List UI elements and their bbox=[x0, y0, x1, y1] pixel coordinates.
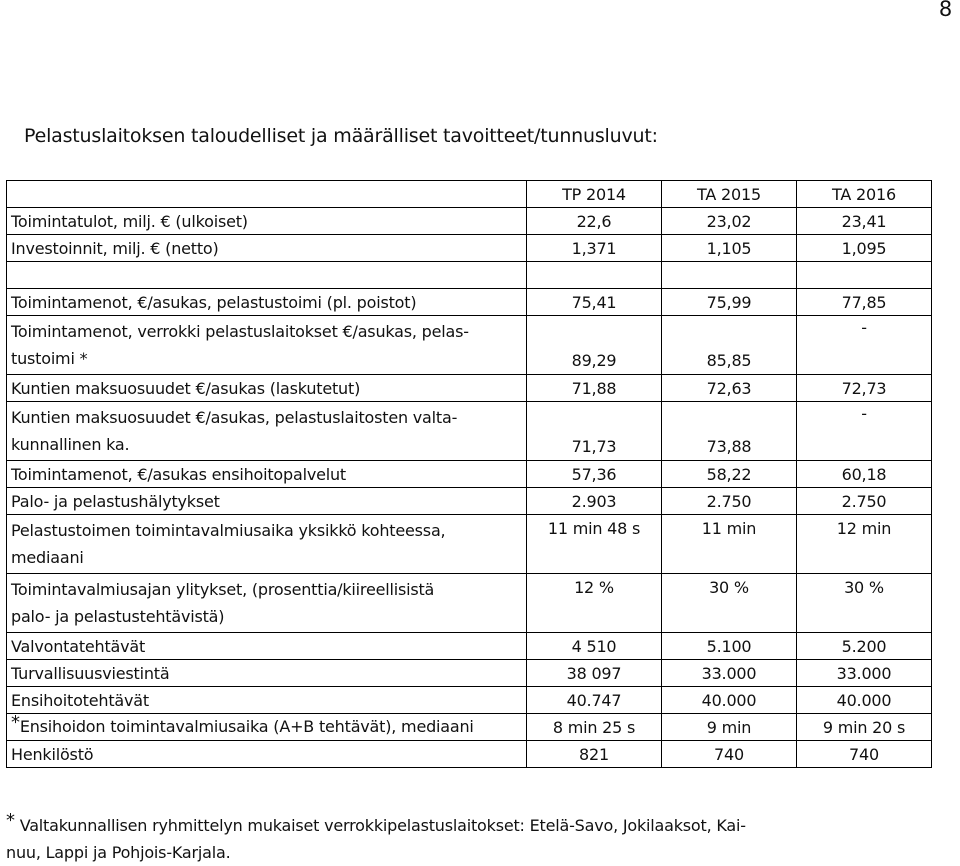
table-row bbox=[7, 402, 932, 461]
cell-value: 2.903 bbox=[527, 488, 662, 515]
table-row bbox=[7, 660, 932, 687]
table-row bbox=[7, 289, 932, 316]
row-label: Palo- ja pelastushälytykset bbox=[7, 488, 527, 515]
footnote-text: Valtakunnallisen ryhmittelyn mukaiset verrokkipelastuslaitokset: Etelä-Savo, Jokilaaksot, Kai- bbox=[19, 816, 746, 835]
table-row bbox=[7, 461, 932, 488]
cell-value: 2.750 bbox=[797, 488, 932, 515]
cell-value: 72,73 bbox=[797, 375, 932, 402]
table-row bbox=[7, 687, 932, 714]
row-label: Toimintatulot, milj. € (ulkoiset) bbox=[7, 208, 527, 235]
cell-value: 72,63 bbox=[662, 375, 797, 402]
cell-value: 33.000 bbox=[662, 660, 797, 687]
cell-value: 5.100 bbox=[662, 633, 797, 660]
row-label: Valvontatehtävät bbox=[7, 633, 527, 660]
cell-value: 12 % bbox=[527, 574, 662, 633]
cell-value: 58,22 bbox=[662, 461, 797, 488]
table-row bbox=[7, 316, 932, 375]
row-label bbox=[7, 574, 527, 633]
table-row bbox=[7, 488, 932, 515]
page-number: 8 bbox=[938, 0, 952, 21]
cell-value: 5.200 bbox=[797, 633, 932, 660]
cell-value: 1,371 bbox=[527, 235, 662, 262]
row-label: Henkilöstö bbox=[7, 741, 527, 768]
row-label-line: mediaani bbox=[11, 548, 84, 567]
column-header-tp2014: TP 2014 bbox=[527, 181, 662, 208]
spacer-row bbox=[7, 262, 932, 289]
row-label: Turvallisuusviestintä bbox=[7, 660, 527, 687]
footnote-line bbox=[6, 812, 906, 839]
spacer-cell bbox=[7, 262, 527, 289]
cell-value: 821 bbox=[527, 741, 662, 768]
spacer-cell bbox=[797, 262, 932, 289]
cell-value: 38 097 bbox=[527, 660, 662, 687]
row-label-line: palo- ja pelastustehtävistä) bbox=[11, 607, 225, 626]
cell-value: 23,02 bbox=[662, 208, 797, 235]
cell-value: 12 min bbox=[797, 515, 932, 574]
row-label-line: Pelastustoimen toimintavalmiusaika yksikkö kohteessa, bbox=[11, 521, 446, 540]
cell-value: 740 bbox=[662, 741, 797, 768]
cell-value: 73,88 bbox=[662, 402, 797, 461]
row-label bbox=[7, 316, 527, 375]
cell-value: 1,105 bbox=[662, 235, 797, 262]
column-header-ta2015: TA 2015 bbox=[662, 181, 797, 208]
cell-value: 30 % bbox=[662, 574, 797, 633]
cell-value: 77,85 bbox=[797, 289, 932, 316]
row-label: Ensihoidon toimintavalmiusaika (A+B tehtävät), mediaani bbox=[19, 716, 474, 736]
cell-value: 23,41 bbox=[797, 208, 932, 235]
footnote-line: nuu, Lappi ja Pohjois-Karjala. bbox=[6, 843, 231, 862]
cell-value: 11 min bbox=[662, 515, 797, 574]
cell-value: - bbox=[797, 316, 932, 375]
row-label-line: Toimintavalmiusajan ylitykset, (prosenttia/kiireellisistä bbox=[11, 580, 435, 599]
cell-value: 4 510 bbox=[527, 633, 662, 660]
asterisk-marker: * bbox=[6, 810, 15, 831]
table-row bbox=[7, 714, 932, 741]
table-row bbox=[7, 515, 932, 574]
row-label bbox=[7, 402, 527, 461]
asterisk-marker: * bbox=[11, 711, 20, 733]
section-title: Pelastuslaitoksen taloudelliset ja määrälliset tavoitteet/tunnusluvut: bbox=[24, 125, 658, 147]
indicators-table bbox=[6, 180, 932, 768]
spacer-cell bbox=[527, 262, 662, 289]
cell-value: - bbox=[797, 402, 932, 461]
row-label-line: kunnallinen ka. bbox=[11, 435, 130, 454]
cell-value: 75,99 bbox=[662, 289, 797, 316]
cell-value: 40.747 bbox=[527, 687, 662, 714]
row-label: Investoinnit, milj. € (netto) bbox=[7, 235, 527, 262]
cell-value: 71,73 bbox=[527, 402, 662, 461]
table-row bbox=[7, 741, 932, 768]
cell-value: 22,6 bbox=[527, 208, 662, 235]
cell-value: 30 % bbox=[797, 574, 932, 633]
table-header-row bbox=[7, 181, 932, 208]
row-label-line: tustoimi * bbox=[11, 349, 88, 368]
header-label-cell bbox=[7, 181, 527, 208]
cell-value: 75,41 bbox=[527, 289, 662, 316]
cell-value: 740 bbox=[797, 741, 932, 768]
cell-value: 85,85 bbox=[662, 316, 797, 375]
table-row bbox=[7, 235, 932, 262]
table-row bbox=[7, 633, 932, 660]
cell-value: 89,29 bbox=[527, 316, 662, 375]
spacer-cell bbox=[662, 262, 797, 289]
row-label bbox=[7, 515, 527, 574]
row-label: Kuntien maksuosuudet €/asukas (laskutetut) bbox=[7, 375, 527, 402]
cell-value: 33.000 bbox=[797, 660, 932, 687]
cell-value: 11 min 48 s bbox=[527, 515, 662, 574]
cell-value: 9 min 20 s bbox=[797, 714, 932, 741]
row-label: Toimintamenot, €/asukas, pelastustoimi (pl. poistot) bbox=[7, 289, 527, 316]
cell-value: 40.000 bbox=[662, 687, 797, 714]
table-row bbox=[7, 208, 932, 235]
row-label-line: Kuntien maksuosuudet €/asukas, pelastuslaitosten valta- bbox=[11, 408, 458, 427]
footnote bbox=[6, 812, 906, 866]
row-label: Toimintamenot, €/asukas ensihoitopalvelut bbox=[7, 461, 527, 488]
row-label: Ensihoitotehtävät bbox=[7, 687, 527, 714]
cell-value: 60,18 bbox=[797, 461, 932, 488]
cell-value: 57,36 bbox=[527, 461, 662, 488]
table-row bbox=[7, 574, 932, 633]
cell-value: 71,88 bbox=[527, 375, 662, 402]
cell-value: 9 min bbox=[662, 714, 797, 741]
cell-value: 1,095 bbox=[797, 235, 932, 262]
cell-value: 40.000 bbox=[797, 687, 932, 714]
cell-value: 8 min 25 s bbox=[527, 714, 662, 741]
row-label-cell bbox=[7, 711, 527, 741]
table-row bbox=[7, 375, 932, 402]
cell-value: 2.750 bbox=[662, 488, 797, 515]
row-label-line: Toimintamenot, verrokki pelastuslaitokset €/asukas, pelas- bbox=[11, 322, 469, 341]
column-header-ta2016: TA 2016 bbox=[797, 181, 932, 208]
